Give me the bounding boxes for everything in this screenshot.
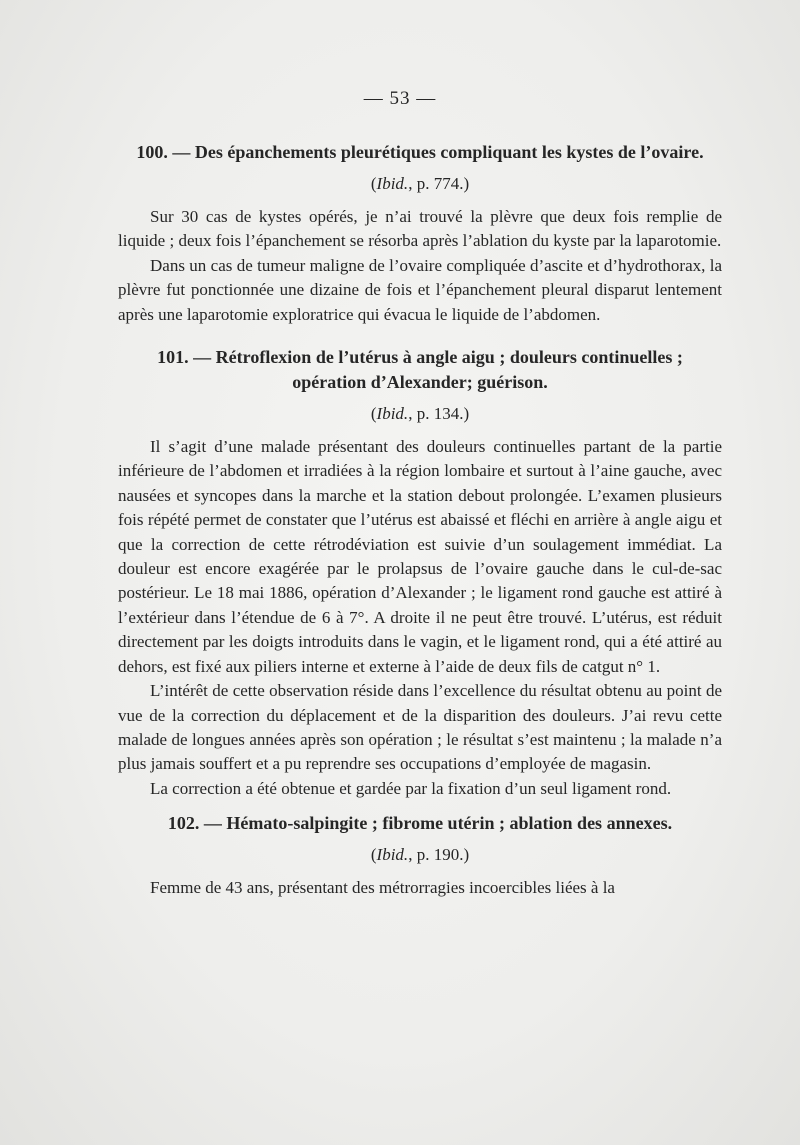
source-page: , p. 774.) — [408, 174, 470, 193]
paragraph: Dans un cas de tumeur maligne de l’ovaire compliquée d’ascite et d’hydrothorax, la plèvre fut ponctionnée une dizaine de fois et l’épanchement pleural disparut lentement après une laparotomie exploratrice qui évacua le liquide de l’abdomen. — [118, 255, 722, 324]
section-102 — [118, 811, 722, 900]
section-heading — [118, 140, 722, 165]
paragraph: Sur 30 cas de kystes opérés, je n’ai trouvé la plèvre que deux fois remplie de liquide ; deux fois l’épanchement se résorba après l’ablation du kyste par la laparotomie. — [118, 207, 722, 251]
section-heading — [118, 811, 722, 836]
source-reference: (Ibid., p. 134.) — [370, 404, 470, 424]
paragraph: L’intérêt de cette observation réside dans l’excellence du résultat obtenu au point de vue de la correction du déplacement et de la disparition des douleurs. J’ai revu cette malade de longues années après son opération ; le résultat s’est maintenu ; la malade n’a plus jamais souffert et a pu reprendre ses occupations d’employée de magasin. — [118, 681, 722, 774]
section-number: 101. — [157, 347, 189, 368]
section-number: 102. — [167, 813, 200, 834]
paragraph: La correction a été obtenue et gardée par la fixation d’un seul ligament rond. — [150, 778, 672, 798]
section-title: — Hémato-salpingite ; fibrome utérin ; ablation des annexes. — [203, 813, 673, 834]
section-heading — [118, 345, 722, 395]
section-101 — [118, 345, 722, 801]
section-title: — Rétroflexion de l’utérus à angle aigu ; douleurs continuelles ; opération d’Alexander; guérison. — [193, 347, 683, 393]
source-page: , p. 190.) — [408, 845, 470, 865]
source-ref: Ibid. — [376, 404, 409, 424]
source-ref: Ibid. — [376, 174, 409, 193]
page-number: — 53 — — [363, 88, 437, 109]
source-reference: (Ibid., p. 190.) — [370, 845, 470, 865]
text-column — [118, 140, 722, 901]
section-100 — [118, 140, 722, 327]
source-ref: Ibid. — [376, 845, 409, 865]
source-reference: (Ibid., p. 774.) — [370, 174, 470, 193]
section-title: — Des épanchements pleurétiques compliquant les kystes de l’ovaire. — [172, 142, 704, 162]
paragraph: Femme de 43 ans, présentant des métrorragies incoercibles liées à la — [150, 878, 615, 898]
section-number: 100. — [136, 142, 168, 162]
source-page: , p. 134.) — [408, 404, 470, 424]
paragraph: Il s’agit d’une malade présentant des douleurs continuelles partant de la partie inférieure de l’abdomen et irradiées à la région lombaire et surtout à l’aine gauche, avec nausées et syncopes dans la marche et la station debout prolongée. L’examen plusieurs fois répété permet de constater que l’utérus est abaissé et fléchi en arrière à angle aigu et que la correction de cette rétrodéviation est suivie d’un soulagement immédiat. La douleur est encore exagérée par le prolapsus de l’ovaire gauche dans le cul-de-sac postérieur. Le 18 mai 1886, opération d’Alexander ; le ligament rond gauche est attiré à l’extérieur dans l’étendue de 6 à 7°. A droite il ne peut être trouvé. L’utérus, est réduit directement par les doigts introduits dans le vagin, et le ligament rond, qui a été attiré au dehors, est fixé aux piliers interne et externe à l’aide de deux fils de catgut n° 1. — [118, 437, 722, 676]
